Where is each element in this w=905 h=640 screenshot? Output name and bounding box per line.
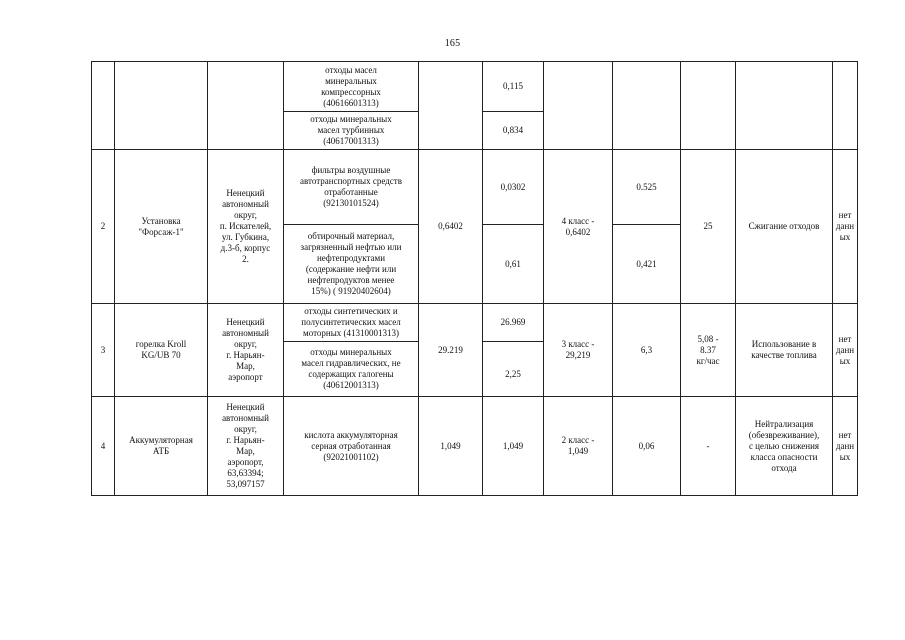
cell-waste-amount: 2,25	[483, 342, 544, 397]
cell-waste-amount: 0,115	[483, 62, 544, 112]
cell-hazard-class: 3 класс - 29,219	[544, 304, 613, 397]
cell-method: Нейтрализация (обезвреживание), с целью снижения класса опасности отхода	[736, 397, 833, 496]
cell-value: 0,06	[613, 397, 681, 496]
waste-installations-table	[91, 61, 858, 496]
cell-row-number: 4	[92, 397, 115, 496]
cell-value: 5,08 - 8.37 кг/час	[681, 304, 736, 397]
cell-waste-name: отходы минеральных масел турбинных (40617001313)	[284, 112, 419, 150]
cell-installation: Аккумуляторная АТБ	[115, 397, 208, 496]
cell-value: 6,3	[613, 304, 681, 397]
cell-hazard-class: 4 класс - 0,6402	[544, 150, 613, 304]
cell-location: Ненецкий автономный округ, п. Искателей, ул. Губкина, д.3-б, корпус 2.	[208, 150, 284, 304]
cell-location: Ненецкий автономный округ, г. Нарьян- Мар, аэропорт	[208, 304, 284, 397]
table-row	[92, 304, 858, 342]
cell-empty	[115, 62, 208, 150]
cell-empty	[92, 62, 115, 150]
table-row	[92, 397, 858, 496]
cell-empty	[208, 62, 284, 150]
cell-value: 0,421	[613, 225, 681, 304]
cell-note: нет данных	[833, 397, 858, 496]
table-row	[92, 62, 858, 112]
cell-value: 25	[681, 150, 736, 304]
cell-waste-amount: 0,61	[483, 225, 544, 304]
cell-waste-name: отходы масел минеральных компрессорных (40616601313)	[284, 62, 419, 112]
cell-hazard-class: 2 класс - 1,049	[544, 397, 613, 496]
cell-empty	[681, 62, 736, 150]
cell-empty	[833, 62, 858, 150]
cell-method: Использование в качестве топлива	[736, 304, 833, 397]
cell-location: Ненецкий автономный округ, г. Нарьян- Мар, аэропорт, 63,63394; 53,097157	[208, 397, 284, 496]
cell-waste-amount: 26.969	[483, 304, 544, 342]
cell-waste-amount: 0,0302	[483, 150, 544, 225]
cell-waste-amount: 1,049	[483, 397, 544, 496]
cell-method: Сжигание отходов	[736, 150, 833, 304]
cell-note: нет данных	[833, 150, 858, 304]
cell-total: 0,6402	[419, 150, 483, 304]
cell-waste-name: кислота аккумуляторная серная отработанная (92021001102)	[284, 397, 419, 496]
cell-row-number: 3	[92, 304, 115, 397]
cell-waste-amount: 0,834	[483, 112, 544, 150]
cell-waste-name: фильтры воздушные автотранспортных средств отработанные (92130101524)	[284, 150, 419, 225]
cell-installation: Установка "Форсаж-1"	[115, 150, 208, 304]
cell-empty	[419, 62, 483, 150]
cell-value: -	[681, 397, 736, 496]
cell-total: 29.219	[419, 304, 483, 397]
page-number: 165	[444, 38, 461, 49]
cell-row-number: 2	[92, 150, 115, 304]
cell-waste-name: отходы минеральных масел гидравлических, не содержащих галогены (40612001313)	[284, 342, 419, 397]
cell-waste-name: отходы синтетических и полусинтетических масел моторных (41310001313)	[284, 304, 419, 342]
cell-value: 0.525	[613, 150, 681, 225]
cell-empty	[544, 62, 613, 150]
cell-installation: горелка Kroll KG/UB 70	[115, 304, 208, 397]
cell-waste-name: обтирочный материал, загрязненный нефтью или нефтепродуктами (содержание нефти или нефтепродуктов менее 15%) ( 91920402604)	[284, 225, 419, 304]
cell-total: 1,049	[419, 397, 483, 496]
table-row	[92, 150, 858, 225]
cell-note: нет данных	[833, 304, 858, 397]
cell-empty	[736, 62, 833, 150]
cell-empty	[613, 62, 681, 150]
